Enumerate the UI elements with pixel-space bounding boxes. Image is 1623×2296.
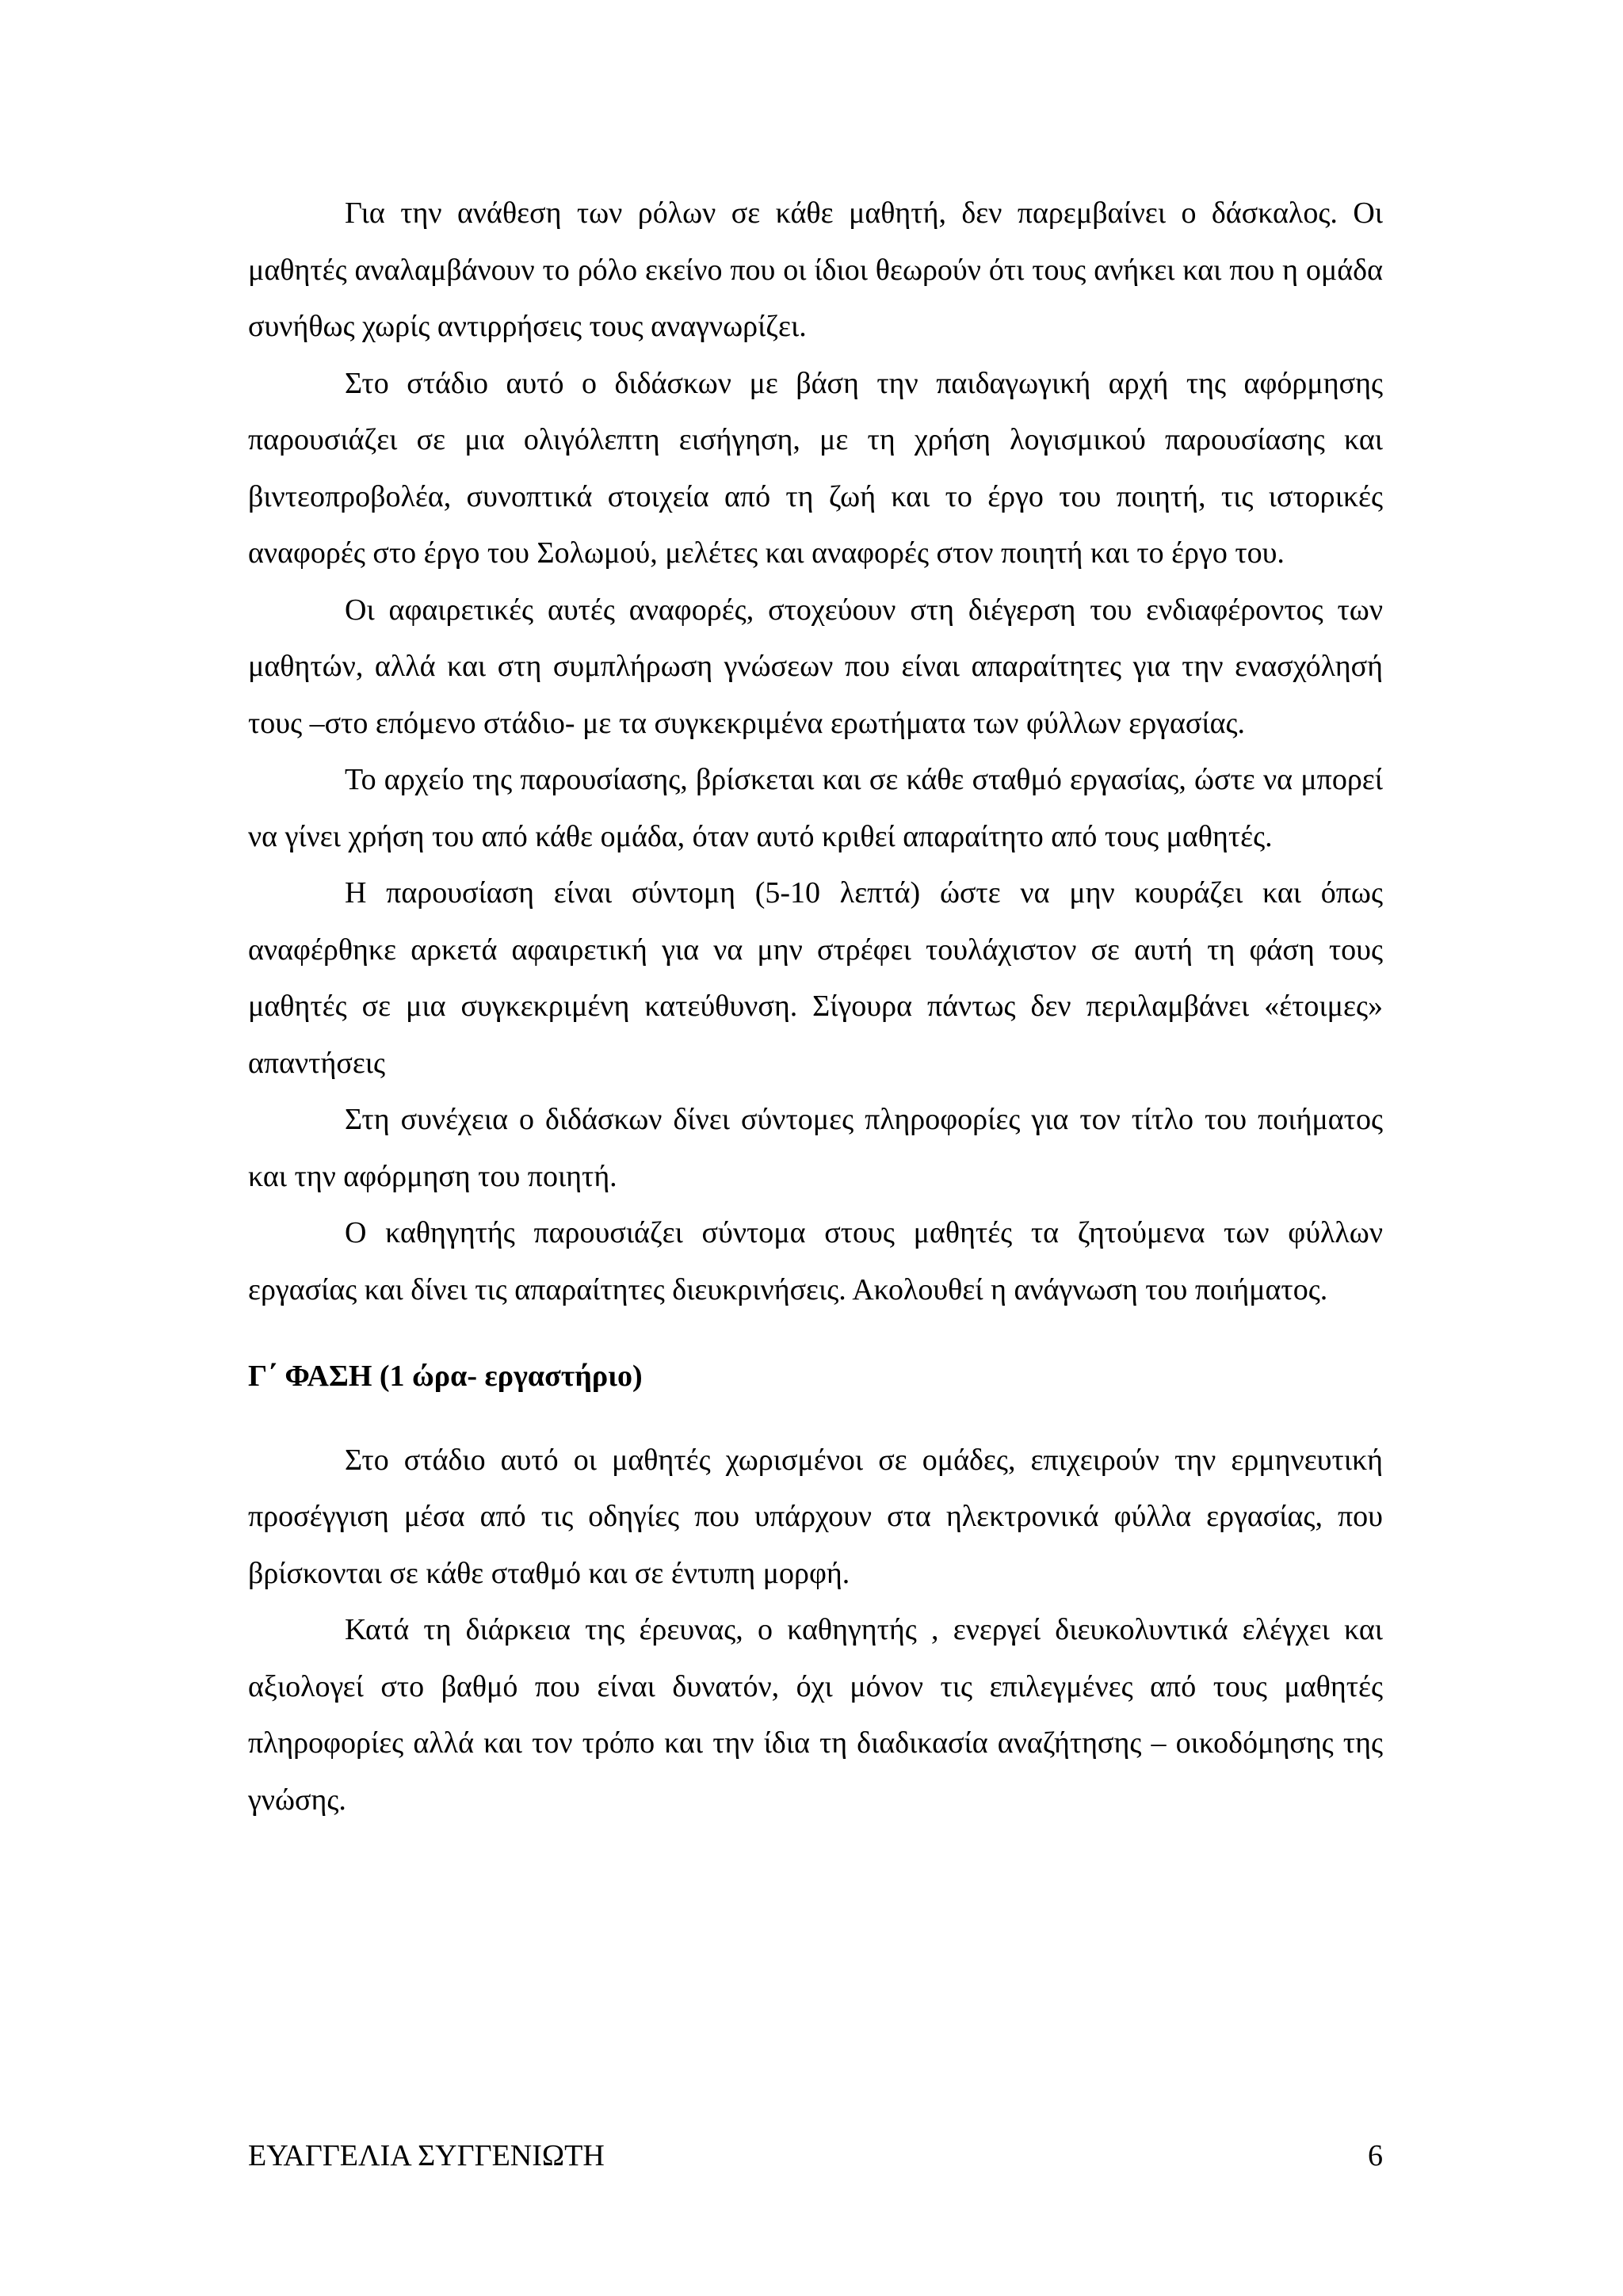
paragraph-roles: Για την ανάθεση των ρόλων σε κάθε μαθητή, δεν παρεμβαίνει ο δάσκαλος. Οι μαθητές αναλαμβάνουν το ρόλο εκείνο που οι ίδιοι θεωρούν ότι τους ανήκει και που η ομάδα συνήθως χωρίς αντιρρήσεις τους αναγνωρίζει.	[248, 196, 1383, 343]
paragraph-teacher-role: Κατά τη διάρκεια της έρευνας, ο καθηγητής , ενεργεί διευκολυντικά ελέγχει και αξιολογεί στο βαθμό που είναι δυνατόν, όχι μόνον τις επιλεγμένες από τους μαθητές πληροφορίες αλλά και τον τρόπο και την ίδια τη διαδικασία αναζήτησης – οικοδόμησης της γνώσης.	[248, 1613, 1383, 1817]
section-heading: Γ΄ ΦΑΣΗ (1 ώρα- εργαστήριο)	[248, 1360, 643, 1393]
paragraph-abstract-references: Οι αφαιρετικές αυτές αναφορές, στοχεύουν στη διέγερση του ενδιαφέροντος των μαθητών, αλλά και στη συμπλήρωση γνώσεων που είναι απαραίτητες για την ενασχόλησή τους –στο επόμενο στάδιο- με τα συγκεκριμένα ερωτήματα των φύλλων εργασίας.	[248, 593, 1383, 740]
paragraph-poem-title: Στη συνέχεια ο διδάσκων δίνει σύντομες πληροφορίες για τον τίτλο του ποιήματος και την αφόρμηση του ποιητή.	[248, 1103, 1383, 1193]
body-text	[248, 185, 1383, 1829]
paragraph-presentation-file: Το αρχείο της παρουσίασης, βρίσκεται και σε κάθε σταθμό εργασίας, ώστε να μπορεί να γίνει χρήση του από κάθε ομάδα, όταν αυτό κριθεί απαραίτητο από τους μαθητές.	[248, 763, 1383, 853]
paragraph-group-work: Στο στάδιο αυτό οι μαθητές χωρισμένοι σε ομάδες, επιχειρούν την ερμηνευτική προσέγγιση μέσα από τις οδηγίες που υπάρχουν στα ηλεκτρονικά φύλλα εργασίας, που βρίσκονται σε κάθε σταθμό και σε έντυπη μορφή.	[248, 1443, 1383, 1590]
footer-author: ΕΥΑΓΓΕΛΙΑ ΣΥΓΓΕΝΙΩΤΗ	[248, 2139, 605, 2172]
paragraph-presentation-intro: Στο στάδιο αυτό ο διδάσκων με βάση την παιδαγωγική αρχή της αφόρμησης παρουσιάζει σε μια ολιγόλεπτη εισήγηση, με τη χρήση λογισμικού παρουσίασης και βιντεοπροβολέα, συνοπτικά στοιχεία από τη ζωή και το έργο του ποιητή, τις ιστορικές αναφορές στο έργο του Σολωμού, μελέτες και αναφορές στον ποιητή και το έργο του.	[248, 366, 1383, 570]
spacer	[248, 1405, 1383, 1432]
page-number: 6	[1368, 2139, 1383, 2172]
paragraph-presentation-length: Η παρουσίαση είναι σύντομη (5-10 λεπτά) ώστε να μην κουράζει και όπως αναφέρθηκε αρκετά αφαιρετική για να μην στρέφει τουλάχιστον σε αυτή τη φάση τους μαθητές σε μια συγκεκριμένη κατεύθυνση. Σίγουρα πάντως δεν περιλαμβάνει «έτοιμες» απαντήσεις	[248, 876, 1383, 1080]
spacer	[248, 1318, 1383, 1348]
paragraph-worksheets: Ο καθηγητής παρουσιάζει σύντομα στους μαθητές τα ζητούμενα των φύλλων εργασίας και δίνει τις απαραίτητες διευκρινήσεις. Ακολουθεί η ανάγνωση του ποιήματος.	[248, 1216, 1383, 1306]
